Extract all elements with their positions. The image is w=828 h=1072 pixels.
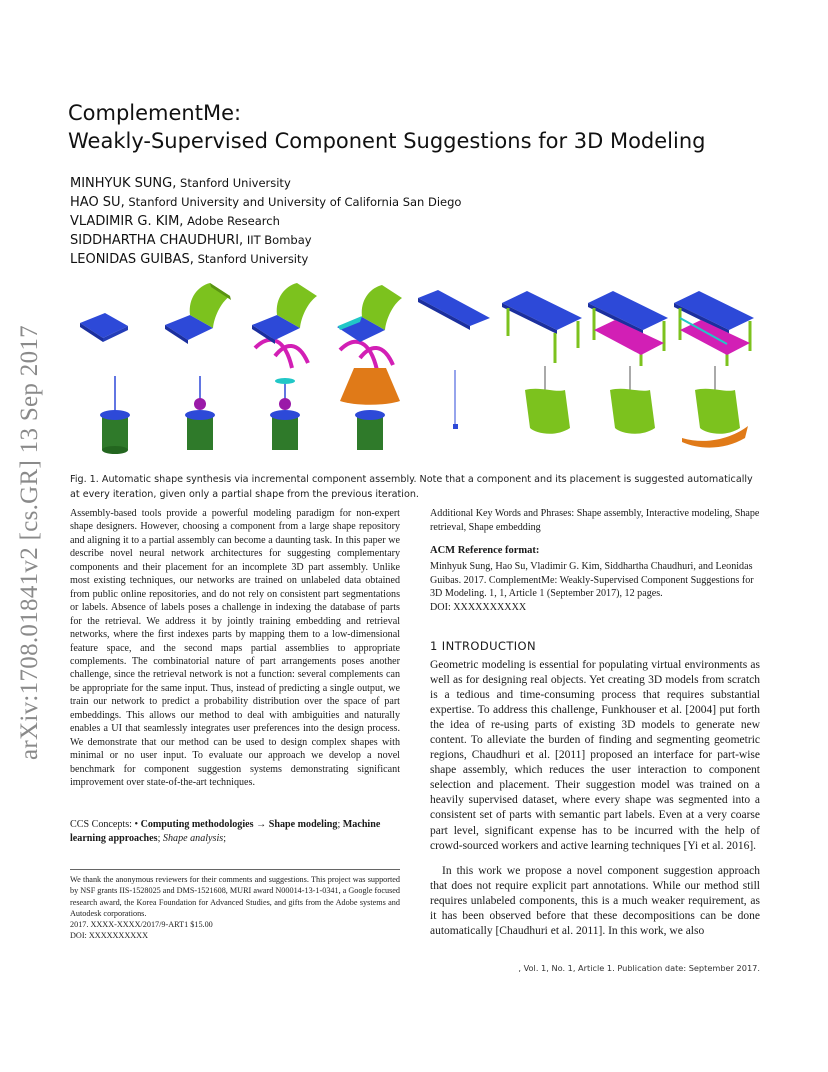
author-entry (70, 195, 461, 214)
author-entry (70, 233, 461, 252)
introduction-paragraph-2: In this work we propose a novel component suggestion approach that does not require explicit part annotations. While our method still requires unlabeled components, this is a much weaker requirement, as it has been observed before that these decompositions can be done automatically [Chaudhuri et al. 2011]. In this work, we also (430, 865, 760, 938)
table-stage-3-icon (588, 291, 668, 366)
author-entry (70, 214, 461, 233)
figure-1-illustration (70, 278, 760, 463)
acm-reference-text (430, 560, 760, 614)
chair-stage-1-icon (80, 313, 128, 342)
chair-stage-4-icon (337, 285, 402, 370)
figure-caption: Fig. 1. Automatic shape synthesis via incremental component assembly. Note that a component and its placement is suggested automatically at every iteration, given only a partial shape from the previous iteration. (70, 474, 753, 500)
author-affiliation: Stanford University (176, 176, 291, 190)
chair-stage-2-icon (165, 283, 231, 344)
footnote-acknowledgments: We thank the anonymous reviewers for their comments and suggestions. This project was supported by NSF grants IIS-1528025 and DMS-1521608, MURI award N00014-13-1-0341, a Google focused research award, the Korea Foundation for Advanced Studies, and gifts from the Adobe systems and Autodesk corporations. (70, 875, 400, 918)
footnote-issn: 2017. XXXX-XXXX/2017/9-ART1 $15.00 (70, 920, 213, 930)
author-list (70, 176, 461, 271)
paper-title-line-2: Weakly-Supervised Component Suggestions for 3D Modeling (68, 129, 706, 153)
additional-keywords: Additional Key Words and Phrases: Shape assembly, Interactive modeling, Shape retrieval, Shape embedding (430, 508, 760, 533)
abstract: Assembly-based tools provide a powerful modeling paradigm for non-expert shape designers. However, choosing a component from a large shape repository and aligning it to a partial assembly can become a daunting task. In this paper we describe novel neural network architectures for suggesting complementary components and their placement for an incomplete 3D part assembly. Unlike most existing techniques, our networks are trained on unlabeled data obtained from public online repositories, and do not rely on consistent part segmentations or labels. Absence of labels poses a challenge in indexing the database of parts for the retrieval. We address it by jointly training embedding and retrieval networks, where the first indexes parts by mapping them to a low-dimensional feature space, and the second maps partial assemblies to appropriate complements. The combinatorial nature of part arrangements poses another challenge, since the retrieval network is not a function: several complements can be appropriate for the same input. Thus, instead of predicting a single output, we train our network to predict a probability distribution over the space of part embeddings. This allows our method to deal with ambiguities and naturally enables a UI that seamlessly integrates user preferences into the design process. We demonstrate that our method can be used to design complex shapes with minimal or no user input. To evaluate our approach we develop a novel benchmark for component suggestion systems demonstrating significant improvement over state-of-the-art techniques. (70, 508, 400, 789)
lamp-stage-2-icon (185, 376, 215, 450)
lamp-stage-3-icon (270, 378, 300, 450)
introduction-paragraph-1: Geometric modeling is essential for populating virtual environments as well as for designing real objects. Yet creating 3D models from scratch is a tedious and time-consuming process that requires substantial expertise. To address this challenge, Funkhouser et al. [2004] put forth the idea of re-using parts of existing 3D models to generate new content. To alleviate the burden of finding and segmenting geometric regions, Chaudhuri et al. [2011] proposed an interface for part-wise shape assembly, which reduces the user interaction to component selection and placement. Their suggestion model was trained on a heavily supervised dataset, where every shape was segmented into a consistent set of parts with semantic part labels. Even at a very coarse part level, significant expense has to be incurred with the help of crowd-sourced workers and active learning techniques [Yi et al. 2016]. (430, 659, 760, 852)
arxiv-sidebar (16, 325, 56, 800)
boat-stage-3-icon (610, 366, 655, 434)
boat-stage-4-icon (682, 366, 748, 448)
author-affiliation: Adobe Research (183, 214, 280, 228)
boat-stage-2-icon (525, 366, 570, 434)
footnote (70, 874, 400, 942)
author-name: MINHYUK SUNG, (70, 176, 177, 191)
ccs-concepts: CCS Concepts: • Computing methodologies → Shape modeling; Machine learning approaches; Shape analysis; (70, 819, 381, 844)
table-stage-1-icon (418, 290, 490, 330)
author-name: LEONIDAS GUIBAS, (70, 252, 194, 267)
page-footer: , Vol. 1, No. 1, Article 1. Publication date: September 2017. (518, 963, 760, 973)
chair-stage-3-icon (252, 283, 317, 368)
footnote-doi: DOI: XXXXXXXXXX (70, 931, 149, 941)
author-name: VLADIMIR G. KIM, (70, 214, 184, 229)
author-affiliation: Stanford University (193, 252, 309, 266)
author-name: SIDDHARTHA CHAUDHURI, (70, 233, 244, 248)
acm-citation: Minhyuk Sung, Hao Su, Vladimir G. Kim, Siddhartha Chaudhuri, and Leonidas Guibas. 2017. ComplementMe: Weakly-Supervised Component Suggestions for 3D Modeling. 1, 1, Article 1 (September 2017), 12 pages. (430, 561, 754, 599)
footnote-rule (70, 869, 400, 870)
author-entry (70, 252, 461, 271)
author-affiliation: IIT Bombay (243, 233, 312, 247)
table-stage-4-icon (674, 291, 754, 366)
boat-stage-1-icon (453, 370, 458, 429)
acm-doi: DOI: XXXXXXXXXX (430, 601, 527, 613)
author-affiliation: Stanford University and University of California San Diego (124, 195, 462, 209)
lamp-stage-4-icon (340, 368, 400, 450)
paper-title-line-1: ComplementMe: (68, 101, 242, 125)
table-stage-2-icon (502, 291, 582, 363)
section-heading-introduction: 1 INTRODUCTION (430, 639, 537, 653)
lamp-stage-1-icon (100, 376, 130, 454)
author-name: HAO SU, (70, 195, 125, 210)
arxiv-identifier: arXiv:1708.01841v2 [cs.GR] 13 Sep 2017 (16, 325, 43, 760)
author-entry (70, 176, 461, 195)
acm-reference-heading: ACM Reference format: (430, 545, 540, 556)
